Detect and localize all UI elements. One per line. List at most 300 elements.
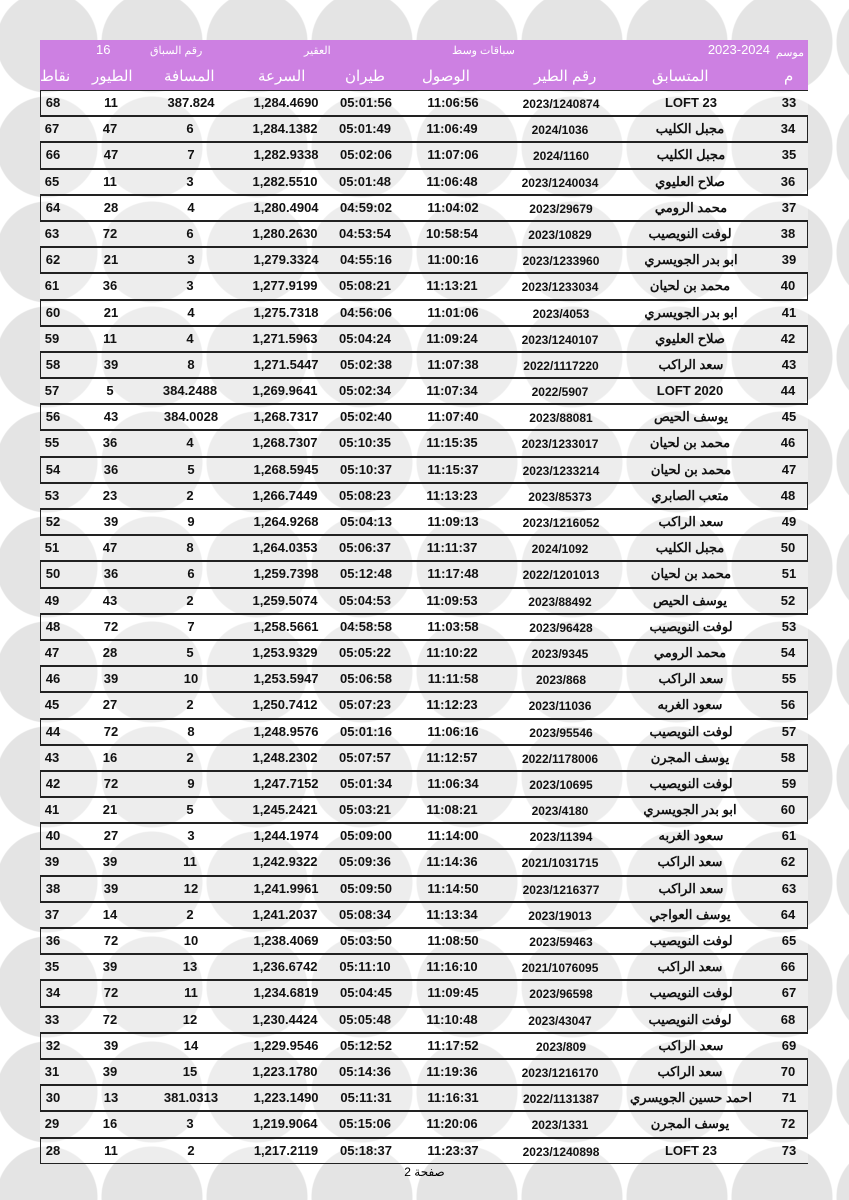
cell-flight: 05:09:00 [339,828,393,844]
cell-speed: 1,268.5945 [253,461,319,477]
cell-competitor: ابو بدر الجويسري [643,802,737,818]
table-row [40,326,808,352]
cell-flight: 05:06:37 [338,540,392,556]
table-row [40,352,808,378]
cell-ring: 2023/4180 [531,804,589,819]
cell-birds: 39 [103,1037,119,1053]
table-row [40,1007,808,1033]
table-row [40,797,808,823]
cell-birds: 11 [103,330,117,346]
cell-flight: 05:06:58 [339,671,393,687]
table-row [40,1111,808,1137]
cell-speed: 1,282.5510 [252,173,318,189]
cell-rank: 45 [781,409,797,425]
cell-points: 67 [44,121,60,137]
cell-speed: 1,284.4690 [253,95,319,110]
cell-competitor: محمد بن لحيان [649,435,731,451]
cell-rank: 54 [780,644,796,660]
cell-rank: 34 [780,121,796,137]
cell-flight: 05:09:36 [338,854,392,870]
table-row [40,823,808,849]
cell-speed: 1,229.9546 [253,1037,319,1053]
table-row [40,457,808,483]
cell-speed: 1,230.4424 [252,1011,318,1027]
table-row [40,588,808,614]
cell-birds: 14 [102,906,118,922]
cell-speed: 1,241.9961 [253,880,319,896]
cell-birds: 39 [103,514,119,529]
cell-points: 54 [45,461,61,477]
cell-competitor: لوفت النويصيب [649,775,733,791]
cell-points: 30 [45,1090,61,1106]
table-row [40,535,808,561]
cell-points: 55 [44,435,60,451]
cell-distance: 6 [187,566,195,582]
page-number: صفحة 2 [404,1165,445,1179]
cell-birds: 47 [103,147,119,163]
cell-arrival: 11:23:37 [427,1142,479,1158]
cell-competitor: احمد حسين الجويسري [630,1090,752,1106]
cell-arrival: 11:13:21 [426,278,478,294]
table-row [40,614,808,640]
cell-points: 60 [45,304,61,320]
cell-flight: 05:02:34 [338,383,392,399]
cell-points: 43 [44,749,60,765]
table-row [40,1085,808,1111]
cell-competitor: لوفت النويصيب [649,933,733,948]
cell-points: 56 [45,409,61,425]
cell-speed: 1,250.7412 [252,697,318,713]
cell-distance: 5 [186,802,194,818]
cell-flight: 05:11:31 [340,1090,392,1106]
cell-birds: 27 [102,697,118,713]
cell-rank: 48 [780,487,796,503]
cell-arrival: 11:03:58 [427,618,479,634]
cell-flight: 04:58:58 [339,618,393,634]
cell-speed: 1,242.9322 [252,854,318,870]
cell-distance: 4 [186,330,194,346]
col-competitor: المتسابق [652,68,709,85]
cell-competitor: لوفت النويصيب [648,225,732,241]
cell-distance: 12 [182,1011,198,1027]
cell-flight: 05:10:37 [339,461,393,477]
cell-competitor: يوسف الحيص [653,409,729,425]
cell-ring: 2023/85373 [528,489,592,504]
cell-arrival: 11:10:22 [426,644,478,660]
cell-distance: 2 [186,749,194,765]
cell-birds: 39 [102,1063,118,1079]
cell-arrival: 11:16:10 [426,959,478,975]
cell-speed: 1,217.2119 [253,1142,319,1158]
cell-rank: 72 [780,1116,796,1132]
cell-flight: 05:01:49 [338,121,392,137]
cell-ring: 2021/1076095 [521,961,599,976]
table-row [40,195,808,221]
cell-points: 38 [45,880,61,896]
cell-ring: 2023/88492 [528,594,592,609]
cell-rank: 33 [781,95,797,110]
col-birds: الطيور [92,68,133,85]
cell-arrival: 11:09:45 [427,985,479,1001]
cell-rank: 44 [780,383,796,399]
cell-speed: 1,282.9338 [253,147,319,163]
cell-ring: 2022/1178006 [521,751,599,766]
cell-ring: 2023/1331 [531,1118,589,1133]
cell-ring: 2022/1117220 [523,358,599,373]
cell-competitor: لوفت النويصيب [649,723,733,739]
cell-competitor: صلاح العليوي [655,330,725,346]
cell-arrival: 11:13:23 [426,487,478,503]
cell-flight: 05:12:48 [339,566,393,582]
cell-distance: 9 [187,775,195,791]
cell-arrival: 11:11:58 [427,671,479,687]
cell-flight: 05:03:21 [338,802,392,818]
cell-competitor: محمد بن لحيان [649,278,731,294]
cell-points: 63 [44,225,60,241]
cell-points: 62 [45,252,61,268]
table-row [40,483,808,509]
cell-rank: 50 [780,540,796,556]
cell-birds: 39 [103,671,119,687]
cell-speed: 1,284.1382 [252,121,318,137]
cell-speed: 1,275.7318 [253,304,319,320]
cell-arrival: 11:12:57 [426,749,478,765]
cell-speed: 1,279.3324 [253,252,319,268]
race-type: سباقات وسط [452,45,515,57]
cell-points: 57 [44,383,60,399]
cell-competitor: سعد الراكب [657,959,723,975]
cell-ring: 2023/95546 [529,725,593,740]
cell-distance: 5 [187,461,195,477]
cell-flight: 04:59:02 [339,199,393,215]
cell-arrival: 11:09:24 [426,330,478,346]
cell-competitor: يوسف العواجي [649,906,731,922]
cell-birds: 5 [106,383,114,399]
cell-points: 48 [45,618,61,634]
cell-birds: 21 [103,252,119,268]
table-row [40,745,808,771]
cell-rank: 71 [781,1090,797,1106]
table-row [40,1138,808,1164]
season-value: 2023-2024 [707,42,770,57]
cell-arrival: 11:14:50 [427,880,479,896]
cell-points: 42 [45,775,61,791]
cell-ring: 2023/1240898 [522,1144,600,1159]
cell-arrival: 11:17:52 [427,1037,479,1053]
table-row [40,561,808,587]
cell-competitor: سعد الراكب [658,671,724,687]
table-row [40,247,808,273]
cell-distance: 8 [187,356,195,372]
cell-arrival: 11:09:53 [426,592,478,608]
cell-distance: 7 [187,618,195,634]
cell-birds: 11 [104,95,118,110]
cell-distance: 2 [186,592,194,608]
table-row [40,404,808,430]
cell-points: 58 [45,356,61,372]
cell-birds: 39 [102,854,118,870]
cell-speed: 1,247.7152 [253,775,319,791]
cell-points: 65 [44,173,60,189]
cell-points: 36 [45,933,61,948]
cell-ring: 2023/4053 [532,306,590,321]
cell-competitor: سعد الراكب [657,1063,723,1079]
cell-birds: 21 [102,802,118,818]
cell-competitor: LOFT 2020 [656,383,724,399]
cell-points: 37 [44,906,60,922]
cell-points: 40 [45,828,61,844]
cell-ring: 2023/59463 [529,935,593,949]
cell-rank: 68 [780,1011,796,1027]
cell-birds: 39 [103,356,119,372]
cell-ring: 2023/1240034 [521,175,599,190]
cell-rank: 53 [781,618,797,634]
cell-competitor: مجبل الكليب [655,121,725,137]
cell-points: 64 [45,199,61,215]
cell-distance: 3 [186,173,194,189]
cell-competitor: LOFT 23 [664,95,718,110]
cell-rank: 35 [781,147,797,163]
cell-flight: 05:04:45 [339,985,393,1001]
cell-ring: 2022/1131387 [522,1092,600,1107]
table-row [40,849,808,875]
cell-ring: 2023/1233034 [521,280,599,295]
cell-birds: 11 [104,1142,118,1158]
cell-arrival: 11:07:40 [427,409,479,425]
cell-arrival: 11:13:34 [426,906,478,922]
cell-arrival: 11:19:36 [426,1063,478,1079]
cell-distance: 8 [186,540,194,556]
cell-birds: 72 [103,723,119,739]
table-row [40,640,808,666]
cell-speed: 1,253.5947 [253,671,319,687]
cell-rank: 51 [781,566,797,582]
cell-competitor: لوفت النويصيب [649,618,733,634]
cell-distance: 4 [186,435,194,451]
cell-ring: 2023/1233960 [522,254,600,269]
cell-arrival: 11:07:34 [426,383,478,399]
table-row [40,300,808,326]
cell-birds: 11 [103,173,117,189]
cell-birds: 16 [102,749,118,765]
table-row [40,169,808,195]
cell-competitor: محمد بن لحيان [650,566,732,582]
cell-distance: 3 [186,1116,194,1132]
cell-birds: 72 [103,775,119,791]
cell-speed: 1,219.9064 [252,1116,318,1132]
cell-rank: 41 [781,304,797,320]
cell-competitor: لوفت النويصيب [648,1011,732,1027]
cell-rank: 36 [780,173,796,189]
cell-distance: 11 [184,985,198,1001]
cell-rank: 70 [780,1063,796,1079]
cell-competitor: سعد الراكب [657,854,723,870]
cell-distance: 5 [186,644,194,660]
cell-competitor: صلاح العليوي [655,173,725,189]
cell-flight: 05:05:22 [338,644,392,660]
table-row [40,1059,808,1085]
cell-ring: 2024/1036 [531,123,589,138]
cell-competitor: سعد الراكب [658,1037,724,1053]
cell-points: 32 [45,1037,61,1053]
cell-points: 29 [44,1116,60,1132]
cell-competitor: سعود الغربه [657,697,723,713]
cell-competitor: مجبل الكليب [656,147,726,163]
cell-ring: 2023/1233214 [522,463,600,478]
table-row [40,273,808,299]
cell-ring: 2023/1216170 [521,1065,599,1080]
cell-birds: 43 [102,592,118,608]
col-arrival: الوصول [422,68,470,85]
table-row [40,1033,808,1059]
results-table [40,40,808,1164]
cell-points: 46 [45,671,61,687]
cell-flight: 05:02:06 [339,147,393,163]
cell-rank: 69 [781,1037,797,1053]
cell-flight: 04:55:16 [339,252,393,268]
cell-rank: 37 [781,199,797,215]
table-row [40,771,808,797]
cell-distance: 13 [182,959,198,975]
cell-ring: 2022/5907 [531,385,589,400]
cell-arrival: 11:16:31 [427,1090,479,1106]
cell-rank: 39 [781,252,797,268]
table-row [40,378,808,404]
cell-flight: 04:53:54 [338,225,392,241]
cell-distance: 6 [186,225,194,241]
cell-ring: 2023/43047 [528,1013,592,1028]
cell-points: 33 [44,1011,60,1027]
race-location: العقير [304,45,331,57]
cell-flight: 05:04:24 [338,330,392,346]
cell-competitor: يوسف المجرن [650,749,730,765]
cell-speed: 1,259.5074 [252,592,318,608]
cell-competitor: ابو بدر الجويسري [644,252,738,268]
cell-birds: 16 [102,1116,118,1132]
cell-distance: 15 [182,1063,198,1079]
cell-speed: 1,223.1490 [253,1090,319,1106]
cell-rank: 63 [781,880,797,896]
cell-flight: 05:01:34 [339,775,393,791]
cell-competitor: يوسف المجرن [650,1116,730,1132]
cell-ring: 2024/1092 [531,542,589,557]
cell-distance: 4 [187,199,195,215]
cell-arrival: 11:14:36 [426,854,478,870]
cell-arrival: 11:20:06 [426,1116,478,1132]
cell-distance: 8 [187,723,195,739]
cell-speed: 1,268.7307 [252,435,318,451]
table-row [40,90,808,116]
cell-points: 53 [44,487,60,503]
cell-speed: 1,238.4069 [253,933,319,948]
cell-speed: 1,248.9576 [253,723,319,739]
cell-arrival: 11:10:48 [426,1011,478,1027]
cell-rank: 58 [780,749,796,765]
cell-distance: 2 [186,487,194,503]
race-number: 16 [96,42,111,57]
cell-ring: 2023/9345 [531,646,589,661]
cell-ring: 2023/96428 [529,620,593,635]
cell-speed: 1,266.7449 [252,487,318,503]
cell-speed: 1,223.1780 [252,1063,318,1079]
cell-distance: 2 [186,697,194,713]
cell-speed: 1,264.0353 [252,540,318,556]
cell-arrival: 11:04:02 [427,199,479,215]
cell-arrival: 11:15:35 [426,435,478,451]
cell-competitor: مجبل الكليب [655,540,725,556]
cell-birds: 28 [103,199,119,215]
cell-competitor: ابو بدر الجويسري [644,304,738,320]
cell-flight: 05:14:36 [338,1063,392,1079]
cell-arrival: 11:08:50 [427,933,479,948]
col-rank: م [784,68,794,85]
cell-points: 59 [44,330,60,346]
col-speed: السرعة [258,68,306,85]
cell-distance: 11 [183,854,197,870]
cell-speed: 1,264.9268 [253,514,319,529]
cell-points: 41 [44,802,60,818]
cell-ring: 2023/1216052 [522,516,600,530]
table-row [40,221,808,247]
cell-flight: 05:09:50 [339,880,393,896]
cell-flight: 05:12:52 [339,1037,393,1053]
cell-speed: 1,236.6742 [252,959,318,975]
cell-ring: 2023/868 [535,673,587,688]
cell-distance: 9 [187,514,195,529]
cell-speed: 1,269.9641 [252,383,318,399]
cell-speed: 1,234.6819 [253,985,319,1001]
cell-ring: 2022/1201013 [522,568,600,583]
cell-birds: 23 [102,487,118,503]
cell-competitor: سعد الراكب [658,356,724,372]
cell-points: 51 [44,540,60,556]
cell-distance: 10 [183,933,199,948]
cell-ring: 2023/809 [535,1039,587,1054]
table-row [40,430,808,456]
cell-rank: 65 [781,933,797,948]
cell-competitor: لوفت النويصيب [649,985,733,1001]
cell-birds: 39 [103,880,119,896]
cell-distance: 10 [183,671,199,687]
cell-rank: 43 [781,356,797,372]
cell-points: 31 [44,1063,60,1079]
cell-arrival: 11:07:38 [427,356,479,372]
cell-flight: 05:07:23 [338,697,392,713]
col-points: نقاط [40,68,71,85]
cell-arrival: 11:06:48 [426,173,478,189]
cell-birds: 72 [103,618,119,634]
cell-flight: 05:01:48 [338,173,392,189]
race-number-label: رقم السباق [150,45,203,57]
cell-arrival: 11:06:56 [427,95,479,110]
cell-ring: 2023/1233017 [521,437,599,452]
cell-rank: 40 [780,278,796,294]
cell-points: 47 [44,644,60,660]
cell-flight: 05:02:38 [339,356,393,372]
cell-flight: 05:03:50 [339,933,393,948]
table-row [40,719,808,745]
cell-points: 35 [44,959,60,975]
cell-arrival: 11:11:37 [426,540,478,556]
cell-competitor: LOFT 23 [664,1142,718,1158]
cell-birds: 36 [102,278,118,294]
cell-ring: 2023/1240107 [521,332,599,347]
cell-ring: 2023/11394 [529,830,593,845]
cell-distance: 6 [186,121,194,137]
cell-arrival: 11:17:48 [427,566,479,582]
cell-distance: 2 [187,1142,195,1158]
cell-ring: 2023/96598 [529,987,593,1002]
